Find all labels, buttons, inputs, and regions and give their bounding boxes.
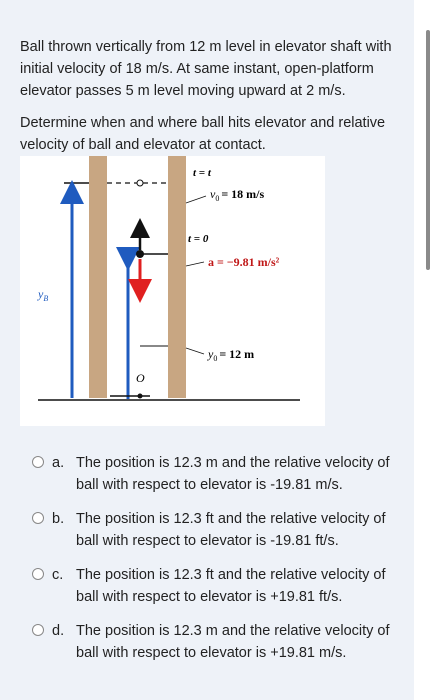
origin-point xyxy=(138,394,143,399)
radio-button[interactable] xyxy=(32,512,44,524)
v0-label: $v_0 = 18$ m/s xyxy=(210,187,265,203)
option-text: The position is 12.3 ft and the relative velocity of ball with respect to elevator is -19.81 ft/s. xyxy=(76,511,386,549)
option-letter: d. xyxy=(52,623,65,639)
elevator-shaft-diagram xyxy=(20,156,325,426)
option-text: The position is 12.3 m and the relative velocity of ball with respect to elevator is -19.81 m/s. xyxy=(76,455,390,493)
option-c[interactable] xyxy=(26,564,406,620)
acceleration-label: a = −9.81 m/s² xyxy=(208,255,280,269)
answer-options xyxy=(26,452,406,676)
ball-at-t0 xyxy=(136,250,144,258)
origin-label: O xyxy=(136,371,145,385)
radio-button[interactable] xyxy=(32,456,44,468)
y0-label: $y_0 = 12$ m xyxy=(208,347,255,363)
option-text: The position is 12.3 ft and the relative velocity of ball with respect to elevator is +19.81 ft/s. xyxy=(76,567,386,605)
option-letter: a. xyxy=(52,455,65,471)
option-letter: c. xyxy=(52,567,64,583)
option-text: The position is 12.3 m and the relative velocity of ball with respect to elevator is +19.81 m/s. xyxy=(76,623,390,661)
a-leader xyxy=(186,262,204,266)
left-wall xyxy=(89,156,107,398)
option-b[interactable] xyxy=(26,508,406,564)
ball-at-t xyxy=(137,180,143,186)
radio-button[interactable] xyxy=(32,568,44,580)
v0-leader xyxy=(186,196,206,203)
problem-figure xyxy=(20,156,325,426)
question-text: Ball thrown vertically from 12 m level in elevator shaft with initial velocity of 18 m/s. At same instant, open-platform elevator passes 5 m level moving upward at 2 m/s. xyxy=(20,39,392,99)
y0-leader xyxy=(186,348,204,354)
t-eq-0-label: t = 0 xyxy=(188,233,209,245)
option-letter: b. xyxy=(52,511,65,527)
right-wall xyxy=(168,156,186,398)
t-eq-t-label: t = t xyxy=(193,167,211,179)
scrollbar[interactable] xyxy=(426,30,430,270)
question-instruction: Determine when and where ball hits elevator and relative velocity of ball and elevator at contact. xyxy=(20,115,386,153)
radio-button[interactable] xyxy=(32,624,44,636)
option-a[interactable] xyxy=(26,452,406,508)
yb-label: $y_B$ xyxy=(38,287,49,303)
option-d[interactable] xyxy=(26,620,406,676)
